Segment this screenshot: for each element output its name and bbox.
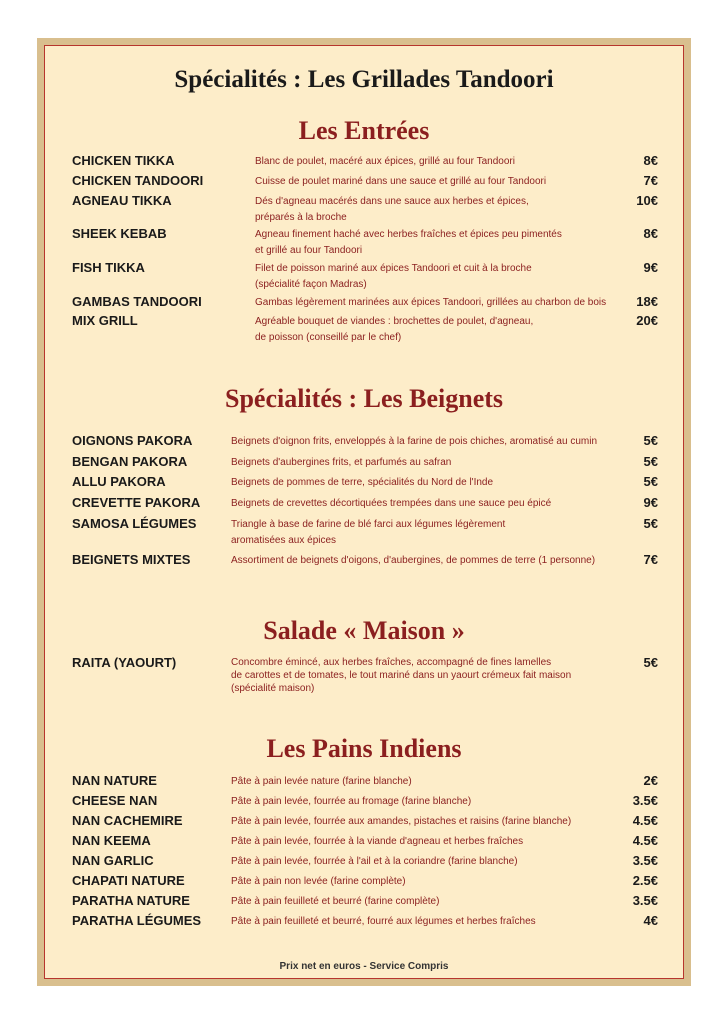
item-name: SAMOSA LÉGUMES: [72, 516, 197, 531]
item-price: 4.5€: [632, 813, 658, 828]
item-price: 7€: [643, 552, 658, 567]
section-title-salade: Salade « Maison »: [263, 616, 465, 645]
item-price: 4.5€: [632, 833, 658, 848]
item-price: 7€: [643, 173, 658, 188]
item-price: 9€: [643, 260, 658, 275]
item-description: Pâte à pain non levée (farine complète): [231, 876, 406, 887]
item-price: 3.5€: [632, 893, 658, 908]
item-name: PARATHA NATURE: [72, 893, 190, 908]
item-price: 2€: [643, 773, 658, 788]
item-price: 2.5€: [632, 873, 658, 888]
item-name: GAMBAS TANDOORI: [72, 294, 202, 309]
item-name: CHICKEN TANDOORI: [72, 173, 204, 188]
item-name: CREVETTE PAKORA: [72, 495, 201, 510]
item-price: 8€: [643, 153, 658, 168]
item-description: Beignets d'aubergines frits, et parfumés au safran: [231, 457, 452, 468]
item-name: NAN CACHEMIRE: [72, 813, 183, 828]
item-name: SHEEK KEBAB: [72, 226, 167, 241]
item-name: PARATHA LÉGUMES: [72, 913, 202, 928]
item-name: CHEESE NAN: [72, 793, 158, 808]
item-name: RAITA (YAOURT): [72, 655, 177, 670]
item-description: Cuisse de poulet mariné dans une sauce et grillé au four Tandoori: [255, 176, 547, 187]
item-name: NAN KEEMA: [72, 833, 151, 848]
item-name: BENGAN PAKORA: [72, 454, 188, 469]
item-description: Filet de poisson mariné aux épices Tandoori et cuit à la broche (spécialité façon Madras): [255, 263, 532, 290]
item-name: CHICKEN TIKKA: [72, 153, 175, 168]
item-description: Pâte à pain feuilleté et beurré, fourré aux légumes et herbes fraîches: [231, 916, 536, 927]
item-price: 5€: [643, 655, 658, 670]
item-description: Beignets de crevettes décortiquées trempées dans une sauce peu épicé: [231, 498, 552, 509]
item-description: Beignets de pommes de terre, spécialités du Nord de l'Inde: [231, 477, 494, 488]
item-price: 5€: [643, 516, 658, 531]
item-price: 20€: [636, 313, 658, 328]
item-name: CHAPATI NATURE: [72, 873, 185, 888]
item-description: Pâte à pain levée, fourrée à la viande d'agneau et herbes fraîches: [231, 836, 524, 847]
item-price: 5€: [643, 454, 658, 469]
item-price: 5€: [643, 474, 658, 489]
item-name: MIX GRILL: [72, 313, 138, 328]
section-title-entrees: Les Entrées: [298, 116, 430, 145]
item-description: Dés d'agneau macérés dans une sauce aux herbes et épices, préparés à la broche: [255, 196, 529, 223]
item-price: 5€: [643, 433, 658, 448]
item-description: Pâte à pain levée nature (farine blanche): [231, 776, 412, 787]
item-price: 9€: [643, 495, 658, 510]
item-description: Blanc de poulet, macéré aux épices, grillé au four Tandoori: [255, 156, 515, 167]
item-description: Pâte à pain levée, fourrée aux amandes, pistaches et raisins (farine blanche): [231, 816, 572, 827]
item-description: Gambas légèrement marinées aux épices Tandoori, grillées au charbon de bois: [255, 297, 607, 308]
item-description: Pâte à pain feuilleté et beurré (farine complète): [231, 896, 440, 907]
item-description: Beignets d'oignon frits, enveloppés à la farine de pois chiches, aromatisé au cumin: [231, 436, 598, 447]
section-title-beignets: Spécialités : Les Beignets: [224, 384, 504, 413]
item-price: 4€: [643, 913, 658, 928]
item-description: Agneau finement haché avec herbes fraîches et épices peu pimentés et grillé au four Tandoori: [255, 229, 562, 256]
item-description: Triangle à base de farine de blé farci aux légumes légèrement aromatisées aux épices: [231, 519, 506, 546]
item-name: FISH TIKKA: [72, 260, 145, 275]
item-price: 3.5€: [632, 853, 658, 868]
item-name: NAN GARLIC: [72, 853, 154, 868]
item-price: 10€: [636, 193, 658, 208]
item-price: 3.5€: [632, 793, 658, 808]
item-description: Agréable bouquet de viandes : brochettes de poulet, d'agneau, de poisson (conseillé par le chef): [255, 316, 534, 343]
item-description: Pâte à pain levée, fourrée à l'ail et à la coriandre (farine blanche): [231, 856, 518, 867]
item-name: BEIGNETS MIXTES: [72, 552, 191, 567]
footer-note: Prix net en euros - Service Compris: [279, 961, 449, 972]
item-price: 8€: [643, 226, 658, 241]
item-description: Assortiment de beignets d'oigons, d'aubergines, de pommes de terre (1 personne): [231, 555, 596, 566]
item-name: ALLU PAKORA: [72, 474, 166, 489]
section-title-pains: Les Pains Indiens: [266, 734, 462, 763]
page-title: Spécialités : Les Grillades Tandoori: [174, 66, 554, 93]
item-name: NAN NATURE: [72, 773, 157, 788]
item-name: AGNEAU TIKKA: [72, 193, 172, 208]
item-description: Concombre émincé, aux herbes fraîches, accompagné de fines lamelles de carottes et de tomates, le tout mariné dans un yaourt crémeux fait maison (spécialité maison): [231, 657, 572, 694]
item-price: 18€: [636, 294, 658, 309]
item-name: OIGNONS PAKORA: [72, 433, 193, 448]
item-description: Pâte à pain levée, fourrée au fromage (farine blanche): [231, 796, 472, 807]
